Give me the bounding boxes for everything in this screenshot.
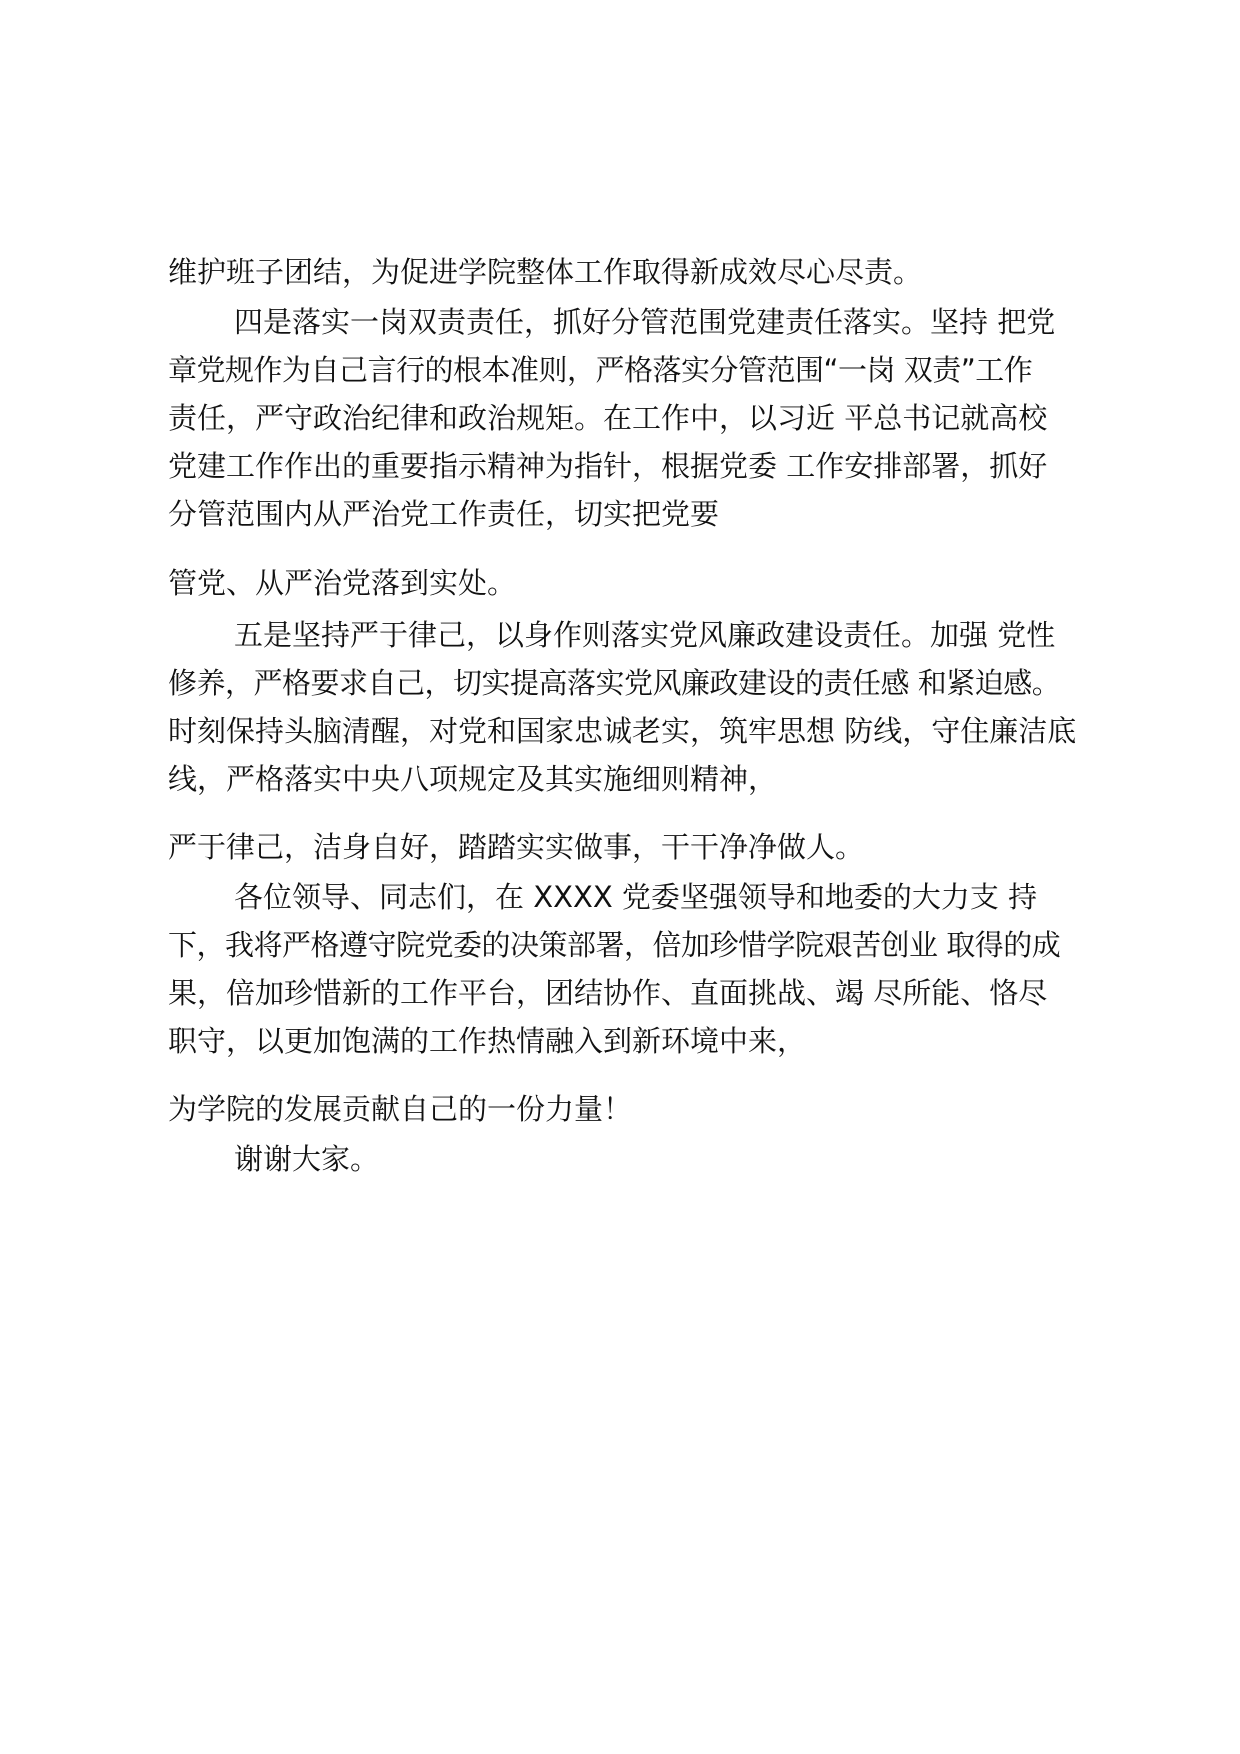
text-line: 谢谢大家。 [234, 1142, 380, 1176]
text-line: 下，我将严格遵守院党委的决策部署，倍加珍惜学院艰苦创业 取得的成 [168, 928, 1061, 962]
text-line: 线，严格落实中央八项规定及其实施细则精神， [168, 762, 778, 796]
text-line: 果，倍加珍惜新的工作平台，团结协作、直面挑战、竭 尽所能、恪尽 [168, 976, 1048, 1010]
text-line: 修养，严格要求自己，切实提高落实党风廉政建设的责任感 和紧迫感。 [168, 666, 1061, 700]
text-line: 党建工作作出的重要指示精神为指针，根据党委 工作安排部署，抓好 [168, 449, 1048, 483]
text-line: 章党规作为自己言行的根本准则，严格落实分管范围“一岗 双责”工作 [168, 353, 1033, 387]
text-line: 严于律己，洁身自好，踏踏实实做事，干干净净做人。 [168, 830, 865, 864]
text-line: 管党、从严治党落到实处。 [168, 566, 517, 600]
text-line: 五是坚持严于律己，以身作则落实党风廉政建设责任。加强 党性 [234, 618, 1056, 652]
text-line: 各位领导、同志们，在 XXXX 党委坚强领导和地委的大力支 持 [234, 880, 1038, 914]
text-line: 时刻保持头脑清醒，对党和国家忠诚老实，筑牢思想 防线，守住廉洁底 [168, 714, 1077, 748]
text-line: 责任，严守政治纪律和政治规矩。在工作中，以习近 平总书记就高校 [168, 401, 1048, 435]
text-line: 四是落实一岗双责责任，抓好分管范围党建责任落实。坚持 把党 [234, 305, 1056, 339]
text-line: 为学院的发展贡献自己的一份力量！ [168, 1092, 633, 1126]
text-line: 分管范围内从严治党工作责任，切实把党要 [168, 497, 720, 531]
text-line: 维护班子团结，为促进学院整体工作取得新成效尽心尽责。 [168, 255, 923, 289]
text-line: 职守，以更加饱满的工作热情融入到新环境中来， [168, 1024, 807, 1058]
